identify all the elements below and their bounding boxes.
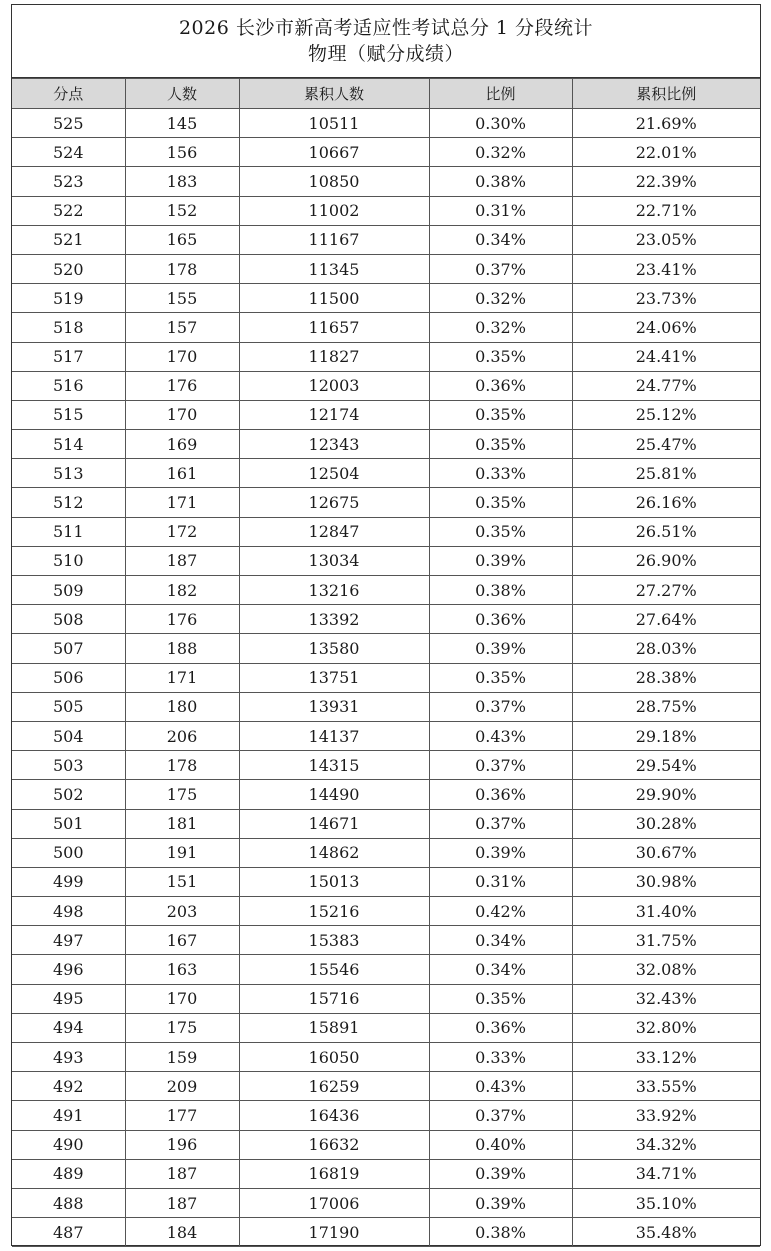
cell-count: 171	[125, 663, 239, 692]
cell-score: 491	[12, 1101, 125, 1130]
table-row	[12, 517, 760, 546]
cell-count: 177	[125, 1101, 239, 1130]
table-subtitle: 物理（赋分成绩）	[307, 43, 464, 65]
cell-ratio: 0.31%	[429, 196, 572, 225]
table-row	[12, 838, 760, 867]
table-row	[12, 1159, 760, 1188]
cell-count: 203	[125, 897, 239, 926]
table-row	[12, 284, 760, 313]
cell-ratio: 0.35%	[429, 430, 572, 459]
cell-score: 505	[12, 692, 125, 721]
table-row	[12, 400, 760, 429]
table-row	[12, 488, 760, 517]
cell-cumulative-ratio: 34.71%	[572, 1159, 760, 1188]
cell-ratio: 0.36%	[429, 1013, 572, 1042]
table-row	[12, 371, 760, 400]
cell-count: 206	[125, 721, 239, 750]
cell-cumulative-count: 13216	[239, 576, 429, 605]
cell-count: 145	[125, 109, 239, 138]
cell-cumulative-ratio: 33.92%	[572, 1101, 760, 1130]
cell-score: 522	[12, 196, 125, 225]
cell-cumulative-count: 16436	[239, 1101, 429, 1130]
cell-cumulative-count: 14490	[239, 780, 429, 809]
cell-cumulative-ratio: 24.77%	[572, 371, 760, 400]
table-row	[12, 225, 760, 254]
cell-cumulative-ratio: 26.51%	[572, 517, 760, 546]
cell-cumulative-count: 14137	[239, 721, 429, 750]
cell-score: 507	[12, 634, 125, 663]
cell-score: 510	[12, 546, 125, 575]
cell-cumulative-count: 15716	[239, 984, 429, 1013]
cell-ratio: 0.31%	[429, 867, 572, 896]
cell-ratio: 0.37%	[429, 751, 572, 780]
header-cumulative-count: 累积人数	[239, 79, 429, 109]
cell-score: 519	[12, 284, 125, 313]
cell-ratio: 0.35%	[429, 984, 572, 1013]
cell-count: 155	[125, 284, 239, 313]
cell-score: 497	[12, 926, 125, 955]
table-row	[12, 342, 760, 371]
table-row	[12, 1043, 760, 1072]
cell-cumulative-ratio: 28.75%	[572, 692, 760, 721]
table-row	[12, 984, 760, 1013]
cell-score: 495	[12, 984, 125, 1013]
table-title: 2026 长沙市新高考适应性考试总分 1 分段统计	[178, 17, 594, 39]
table-body	[12, 109, 760, 1247]
cell-cumulative-count: 13580	[239, 634, 429, 663]
cell-ratio: 0.35%	[429, 663, 572, 692]
cell-score: 504	[12, 721, 125, 750]
header-cumulative-ratio: 累积比例	[572, 79, 760, 109]
cell-cumulative-count: 15013	[239, 867, 429, 896]
table-row	[12, 692, 760, 721]
table-row	[12, 926, 760, 955]
cell-score: 494	[12, 1013, 125, 1042]
table-row	[12, 196, 760, 225]
table-row	[12, 109, 760, 138]
cell-count: 187	[125, 1159, 239, 1188]
cell-score: 516	[12, 371, 125, 400]
cell-ratio: 0.34%	[429, 225, 572, 254]
cell-ratio: 0.37%	[429, 809, 572, 838]
cell-count: 178	[125, 751, 239, 780]
cell-count: 165	[125, 225, 239, 254]
cell-count: 171	[125, 488, 239, 517]
cell-cumulative-count: 10667	[239, 138, 429, 167]
cell-cumulative-ratio: 26.90%	[572, 546, 760, 575]
cell-count: 157	[125, 313, 239, 342]
cell-cumulative-ratio: 25.12%	[572, 400, 760, 429]
cell-ratio: 0.39%	[429, 838, 572, 867]
table-row	[12, 576, 760, 605]
cell-cumulative-ratio: 22.01%	[572, 138, 760, 167]
cell-ratio: 0.39%	[429, 634, 572, 663]
cell-ratio: 0.35%	[429, 342, 572, 371]
cell-cumulative-count: 14671	[239, 809, 429, 838]
cell-cumulative-count: 11827	[239, 342, 429, 371]
cell-cumulative-ratio: 32.43%	[572, 984, 760, 1013]
cell-count: 176	[125, 605, 239, 634]
cell-ratio: 0.30%	[429, 109, 572, 138]
cell-cumulative-ratio: 29.54%	[572, 751, 760, 780]
table-row	[12, 1072, 760, 1101]
cell-score: 513	[12, 459, 125, 488]
cell-cumulative-ratio: 21.69%	[572, 109, 760, 138]
cell-score: 514	[12, 430, 125, 459]
cell-cumulative-count: 11657	[239, 313, 429, 342]
table-row	[12, 313, 760, 342]
table-row	[12, 138, 760, 167]
table-row	[12, 254, 760, 283]
cell-count: 184	[125, 1218, 239, 1247]
cell-ratio: 0.42%	[429, 897, 572, 926]
cell-cumulative-ratio: 30.67%	[572, 838, 760, 867]
table-row	[12, 167, 760, 196]
cell-score: 521	[12, 225, 125, 254]
cell-score: 499	[12, 867, 125, 896]
cell-cumulative-count: 15383	[239, 926, 429, 955]
cell-ratio: 0.32%	[429, 138, 572, 167]
cell-count: 167	[125, 926, 239, 955]
cell-cumulative-count: 10511	[239, 109, 429, 138]
cell-cumulative-ratio: 32.80%	[572, 1013, 760, 1042]
cell-score: 493	[12, 1043, 125, 1072]
cell-ratio: 0.37%	[429, 692, 572, 721]
cell-cumulative-count: 12003	[239, 371, 429, 400]
cell-count: 182	[125, 576, 239, 605]
cell-cumulative-count: 16632	[239, 1130, 429, 1159]
cell-ratio: 0.37%	[429, 254, 572, 283]
cell-count: 187	[125, 1188, 239, 1217]
cell-ratio: 0.36%	[429, 605, 572, 634]
cell-cumulative-count: 15546	[239, 955, 429, 984]
cell-ratio: 0.38%	[429, 1218, 572, 1247]
cell-cumulative-ratio: 35.10%	[572, 1188, 760, 1217]
cell-count: 209	[125, 1072, 239, 1101]
cell-count: 151	[125, 867, 239, 896]
cell-score: 488	[12, 1188, 125, 1217]
cell-ratio: 0.33%	[429, 459, 572, 488]
cell-cumulative-ratio: 31.75%	[572, 926, 760, 955]
cell-cumulative-count: 11167	[239, 225, 429, 254]
cell-cumulative-count: 16050	[239, 1043, 429, 1072]
cell-score: 520	[12, 254, 125, 283]
table-row	[12, 663, 760, 692]
cell-score: 500	[12, 838, 125, 867]
cell-score: 508	[12, 605, 125, 634]
cell-ratio: 0.40%	[429, 1130, 572, 1159]
cell-cumulative-count: 14315	[239, 751, 429, 780]
cell-score: 489	[12, 1159, 125, 1188]
cell-ratio: 0.35%	[429, 517, 572, 546]
cell-cumulative-count: 16819	[239, 1159, 429, 1188]
cell-cumulative-ratio: 24.06%	[572, 313, 760, 342]
table-row	[12, 867, 760, 896]
cell-cumulative-ratio: 32.08%	[572, 955, 760, 984]
table-row	[12, 546, 760, 575]
cell-count: 187	[125, 546, 239, 575]
cell-score: 512	[12, 488, 125, 517]
cell-cumulative-count: 12343	[239, 430, 429, 459]
cell-ratio: 0.39%	[429, 1188, 572, 1217]
cell-ratio: 0.43%	[429, 1072, 572, 1101]
title-block	[12, 5, 760, 78]
cell-cumulative-ratio: 25.47%	[572, 430, 760, 459]
cell-count: 152	[125, 196, 239, 225]
cell-cumulative-count: 12847	[239, 517, 429, 546]
cell-score: 492	[12, 1072, 125, 1101]
table-row	[12, 605, 760, 634]
cell-count: 183	[125, 167, 239, 196]
header-score: 分点	[12, 79, 125, 109]
table-row	[12, 955, 760, 984]
cell-cumulative-count: 10850	[239, 167, 429, 196]
cell-cumulative-ratio: 22.39%	[572, 167, 760, 196]
cell-count: 188	[125, 634, 239, 663]
cell-count: 169	[125, 430, 239, 459]
cell-count: 191	[125, 838, 239, 867]
cell-cumulative-ratio: 29.90%	[572, 780, 760, 809]
cell-cumulative-ratio: 35.48%	[572, 1218, 760, 1247]
cell-score: 511	[12, 517, 125, 546]
cell-count: 175	[125, 780, 239, 809]
cell-cumulative-count: 15891	[239, 1013, 429, 1042]
cell-count: 161	[125, 459, 239, 488]
cell-count: 170	[125, 400, 239, 429]
cell-count: 175	[125, 1013, 239, 1042]
cell-count: 170	[125, 342, 239, 371]
cell-cumulative-ratio: 27.64%	[572, 605, 760, 634]
cell-cumulative-count: 17190	[239, 1218, 429, 1247]
cell-cumulative-ratio: 27.27%	[572, 576, 760, 605]
header-row	[12, 79, 760, 109]
cell-cumulative-ratio: 29.18%	[572, 721, 760, 750]
cell-count: 178	[125, 254, 239, 283]
cell-score: 490	[12, 1130, 125, 1159]
cell-cumulative-count: 13931	[239, 692, 429, 721]
cell-score: 523	[12, 167, 125, 196]
cell-cumulative-ratio: 24.41%	[572, 342, 760, 371]
cell-ratio: 0.43%	[429, 721, 572, 750]
table-row	[12, 1101, 760, 1130]
cell-cumulative-count: 12174	[239, 400, 429, 429]
table-row	[12, 780, 760, 809]
cell-cumulative-ratio: 31.40%	[572, 897, 760, 926]
cell-score: 509	[12, 576, 125, 605]
cell-count: 159	[125, 1043, 239, 1072]
cell-cumulative-ratio: 33.12%	[572, 1043, 760, 1072]
table-row	[12, 1013, 760, 1042]
cell-cumulative-count: 16259	[239, 1072, 429, 1101]
cell-cumulative-count: 11002	[239, 196, 429, 225]
cell-cumulative-count: 15216	[239, 897, 429, 926]
cell-score: 501	[12, 809, 125, 838]
cell-count: 196	[125, 1130, 239, 1159]
cell-cumulative-ratio: 33.55%	[572, 1072, 760, 1101]
table-row	[12, 1130, 760, 1159]
cell-score: 496	[12, 955, 125, 984]
cell-score: 515	[12, 400, 125, 429]
cell-score: 517	[12, 342, 125, 371]
cell-ratio: 0.35%	[429, 400, 572, 429]
cell-score: 518	[12, 313, 125, 342]
table-row	[12, 1218, 760, 1247]
cell-score: 524	[12, 138, 125, 167]
cell-count: 170	[125, 984, 239, 1013]
cell-cumulative-ratio: 28.38%	[572, 663, 760, 692]
cell-ratio: 0.35%	[429, 488, 572, 517]
table-row	[12, 1188, 760, 1217]
cell-ratio: 0.39%	[429, 1159, 572, 1188]
cell-cumulative-count: 14862	[239, 838, 429, 867]
table-row	[12, 721, 760, 750]
cell-score: 525	[12, 109, 125, 138]
cell-ratio: 0.32%	[429, 284, 572, 313]
cell-ratio: 0.38%	[429, 576, 572, 605]
cell-score: 502	[12, 780, 125, 809]
cell-cumulative-ratio: 23.73%	[572, 284, 760, 313]
cell-score: 487	[12, 1218, 125, 1247]
cell-cumulative-ratio: 23.41%	[572, 254, 760, 283]
cell-ratio: 0.36%	[429, 780, 572, 809]
cell-ratio: 0.38%	[429, 167, 572, 196]
cell-cumulative-count: 11500	[239, 284, 429, 313]
cell-cumulative-ratio: 28.03%	[572, 634, 760, 663]
cell-cumulative-ratio: 34.32%	[572, 1130, 760, 1159]
cell-cumulative-ratio: 22.71%	[572, 196, 760, 225]
cell-count: 172	[125, 517, 239, 546]
cell-ratio: 0.32%	[429, 313, 572, 342]
cell-count: 176	[125, 371, 239, 400]
cell-ratio: 0.37%	[429, 1101, 572, 1130]
cell-count: 181	[125, 809, 239, 838]
cell-cumulative-count: 11345	[239, 254, 429, 283]
table-row	[12, 751, 760, 780]
cell-cumulative-count: 13034	[239, 546, 429, 575]
score-distribution-table	[12, 78, 760, 1247]
table-row	[12, 634, 760, 663]
score-table-sheet	[11, 4, 761, 1246]
cell-cumulative-ratio: 30.28%	[572, 809, 760, 838]
cell-count: 156	[125, 138, 239, 167]
cell-ratio: 0.39%	[429, 546, 572, 575]
cell-count: 180	[125, 692, 239, 721]
table-row	[12, 430, 760, 459]
table-row	[12, 459, 760, 488]
cell-cumulative-ratio: 25.81%	[572, 459, 760, 488]
cell-cumulative-ratio: 30.98%	[572, 867, 760, 896]
header-ratio: 比例	[429, 79, 572, 109]
cell-cumulative-count: 12675	[239, 488, 429, 517]
cell-ratio: 0.36%	[429, 371, 572, 400]
table-row	[12, 809, 760, 838]
cell-cumulative-count: 13751	[239, 663, 429, 692]
cell-cumulative-ratio: 26.16%	[572, 488, 760, 517]
cell-score: 506	[12, 663, 125, 692]
cell-ratio: 0.34%	[429, 955, 572, 984]
cell-ratio: 0.33%	[429, 1043, 572, 1072]
cell-cumulative-count: 13392	[239, 605, 429, 634]
cell-cumulative-ratio: 23.05%	[572, 225, 760, 254]
cell-count: 163	[125, 955, 239, 984]
header-count: 人数	[125, 79, 239, 109]
table-row	[12, 897, 760, 926]
cell-score: 503	[12, 751, 125, 780]
cell-ratio: 0.34%	[429, 926, 572, 955]
cell-cumulative-count: 17006	[239, 1188, 429, 1217]
cell-score: 498	[12, 897, 125, 926]
cell-cumulative-count: 12504	[239, 459, 429, 488]
